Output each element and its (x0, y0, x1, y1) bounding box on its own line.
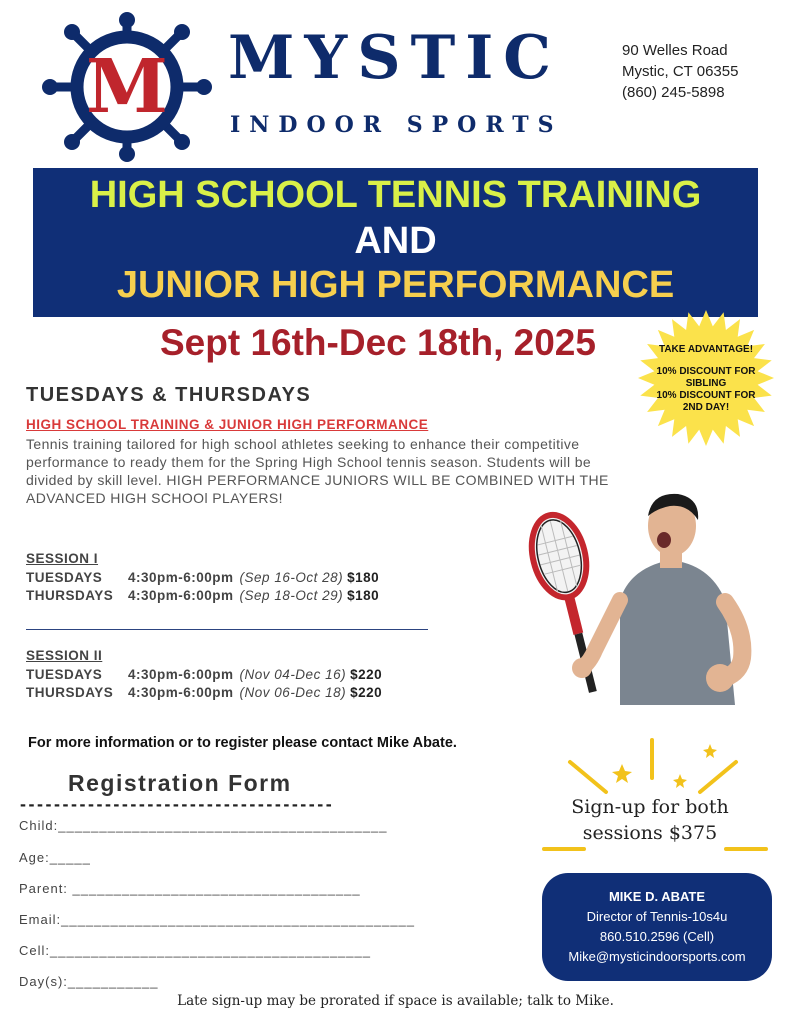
session-row (26, 667, 382, 682)
banner-line-3: JUNIOR HIGH PERFORMANCE (116, 264, 675, 306)
contact-email[interactable]: Mike@mysticindoorsports.com (568, 949, 746, 964)
contact-role: Director of Tennis-10s4u (586, 909, 728, 924)
session-time: 4:30pm-6:00pm (128, 588, 234, 603)
session-day: THURSDAYS (26, 588, 114, 603)
section-divider (26, 629, 428, 630)
session-time: 4:30pm-6:00pm (128, 570, 234, 585)
bundle-line-2: sessions $375 (582, 822, 718, 844)
session-price: $180 (347, 570, 380, 585)
session-range: (Nov 06-Dec 18) (239, 685, 347, 700)
promo-badge (646, 344, 766, 414)
session-price: $220 (350, 685, 383, 700)
program-description: Tennis training tailored for high school athletes seeking to enhance their competitive performance to ready them for the Spring High School tennis season. Students will be divided by skill level. HIGH PERFORMANCE JUNIORS WILL BE COMBINED WITH THE ADVANCED HIGH SCHOOl PLAYERS! (26, 436, 609, 506)
cell-field: Cell:_______________________________________ (19, 943, 371, 958)
session-title: SESSION I (26, 551, 99, 566)
promo-line-2: 10% DISCOUNT FOR 2ND DAY! (656, 390, 756, 413)
session-time: 4:30pm-6:00pm (128, 667, 234, 682)
title-banner (33, 168, 758, 317)
bundle-offer (540, 794, 760, 846)
session-range: (Nov 04-Dec 16) (239, 667, 347, 682)
session-range: (Sep 16-Oct 28) (239, 570, 344, 585)
email-field: Email:___________________________________________ (19, 912, 416, 927)
logo-subtitle: INDOOR SPORTS (230, 112, 563, 138)
logo-wordmark: MYSTIC (228, 23, 562, 93)
footer-note: Late sign-up may be prorated if space is available; talk to Mike. (177, 993, 614, 1009)
parent-field: Parent: ___________________________________ (19, 881, 361, 896)
contact-phone: 860.510.2596 (Cell) (599, 929, 715, 944)
program-heading: HIGH SCHOOL TRAINING & JUNIOR HIGH PERFORMANCE (26, 417, 429, 432)
session-day: THURSDAYS (26, 685, 114, 700)
address-street: 90 Welles Road (622, 42, 728, 59)
program-dates: Sept 16th-Dec 18th, 2025 (160, 322, 596, 363)
banner-line-1: HIGH SCHOOL TENNIS TRAINING (89, 174, 702, 216)
contact-prompt: For more information or to register please contact Mike Abate. (28, 735, 457, 751)
session-title: SESSION II (26, 648, 103, 663)
session-row (26, 685, 382, 700)
session-time: 4:30pm-6:00pm (128, 685, 234, 700)
session-day: TUESDAYS (26, 570, 103, 585)
contact-name: MIKE D. ABATE (608, 889, 706, 904)
session-day: TUESDAYS (26, 667, 103, 682)
tennis-player-illustration (520, 490, 765, 705)
bundle-line-1: Sign-up for both (571, 796, 729, 818)
session-1 (26, 551, 379, 603)
session-2 (26, 648, 382, 700)
contact-card (542, 873, 772, 981)
session-price: $220 (350, 667, 383, 682)
address-block (622, 40, 738, 103)
address-city: Mystic, CT 06355 (622, 63, 739, 80)
promo-line-1: 10% DISCOUNT FOR SIBLING (656, 366, 756, 389)
age-field: Age:_____ (19, 850, 91, 865)
session-row (26, 570, 379, 585)
days-field: Day(s):___________ (19, 974, 159, 989)
session-range: (Sep 18-Oct 29) (239, 588, 344, 603)
registration-divider: ------------------------------------- (20, 794, 335, 814)
ship-wheel-logo-icon (42, 12, 212, 162)
logo-letter: M (86, 44, 168, 130)
address-phone: (860) 245-5898 (622, 84, 725, 101)
child-field: Child:________________________________________ (19, 818, 388, 833)
schedule-days: TUESDAYS & THURSDAYS (26, 384, 312, 406)
banner-line-2: AND (354, 220, 437, 262)
promo-headline: TAKE ADVANTAGE! (658, 344, 754, 355)
session-price: $180 (347, 588, 380, 603)
session-row (26, 588, 379, 603)
registration-title: Registration Form (68, 770, 292, 796)
